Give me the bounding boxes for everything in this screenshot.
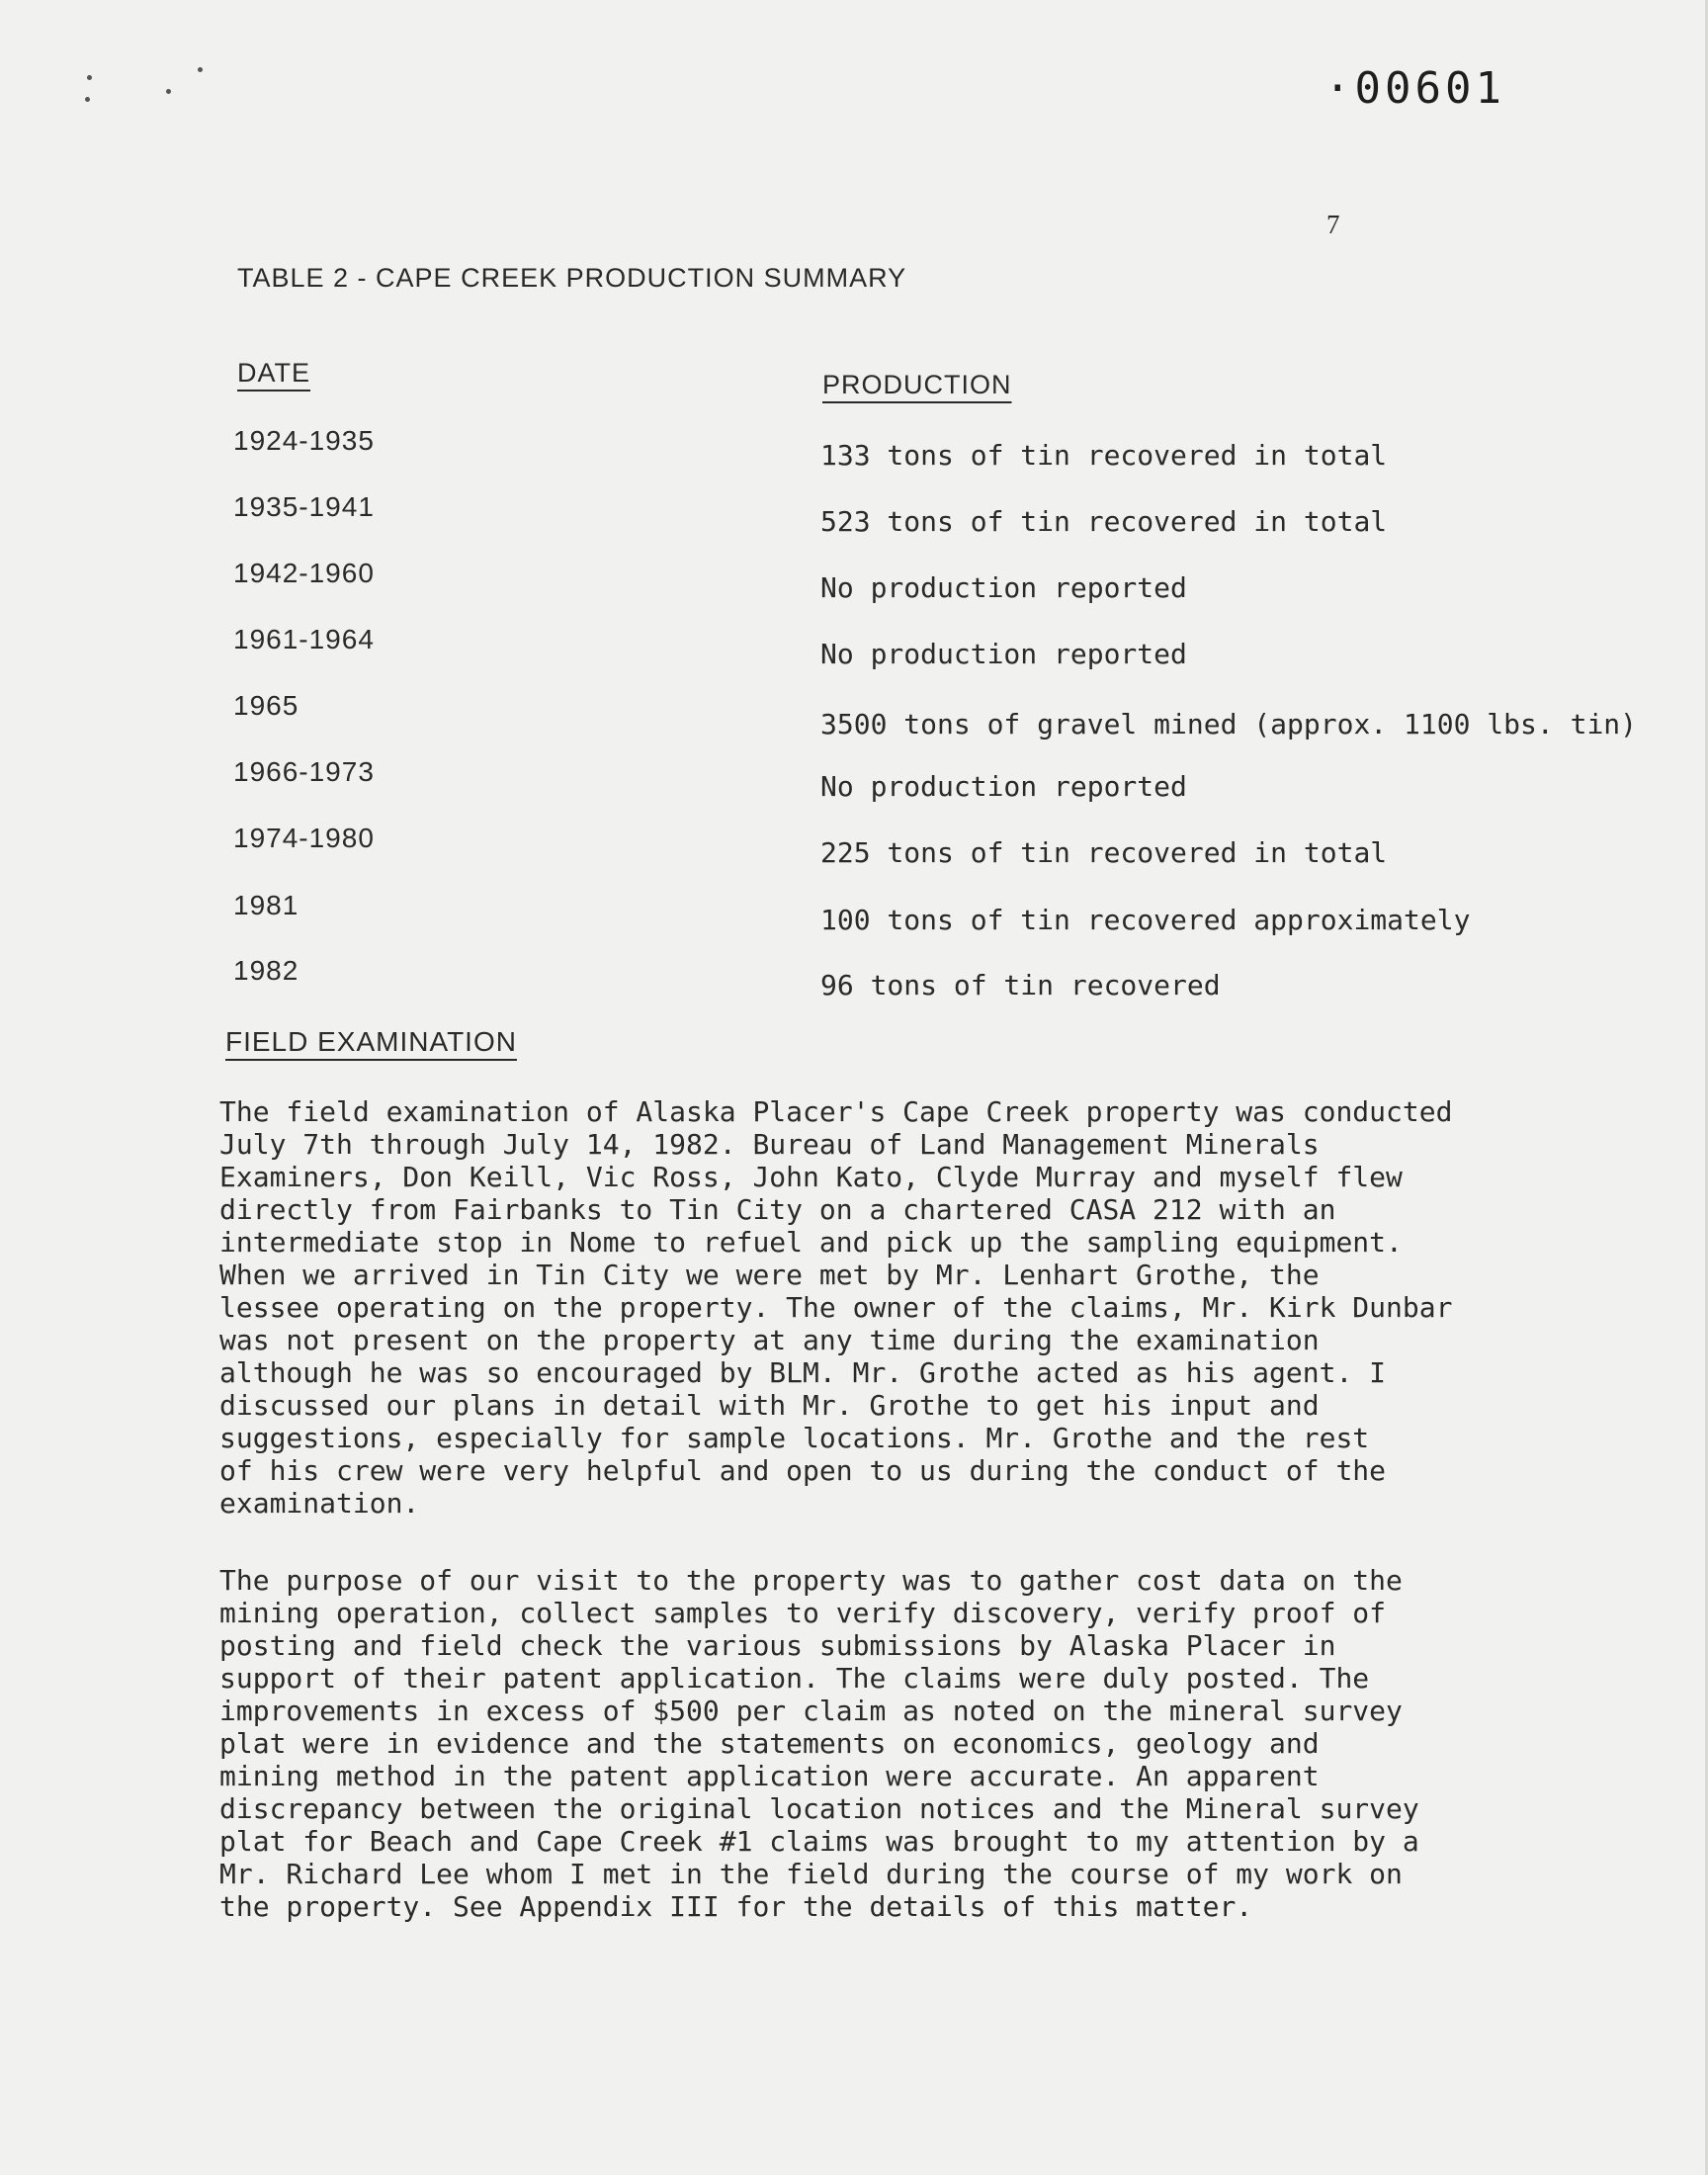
table-row bbox=[0, 558, 1708, 617]
paragraph-line: the property. See Appendix III for the details of this matter. bbox=[219, 1890, 1253, 1923]
row-production: 3500 tons of gravel mined (approx. 1100 lbs. tin) bbox=[820, 708, 1638, 740]
paragraph-line: lessee operating on the property. The owner of the claims, Mr. Kirk Dunbar bbox=[219, 1291, 1453, 1324]
paper-speck bbox=[198, 67, 203, 72]
table-row bbox=[0, 955, 1708, 1014]
row-date: 1982 bbox=[233, 955, 299, 986]
table-row bbox=[0, 425, 1708, 484]
paragraph-line: discrepancy between the original location notices and the Mineral survey bbox=[219, 1792, 1419, 1825]
row-production: No production reported bbox=[820, 571, 1187, 604]
paragraph-line: examination. bbox=[219, 1487, 420, 1520]
row-date: 1961-1964 bbox=[233, 624, 375, 654]
paper-speck bbox=[85, 97, 90, 102]
row-date: 1974-1980 bbox=[233, 823, 375, 853]
section-heading: FIELD EXAMINATION bbox=[225, 1026, 517, 1057]
table-title: TABLE 2 - CAPE CREEK PRODUCTION SUMMARY bbox=[237, 263, 907, 293]
row-production: 100 tons of tin recovered approximately bbox=[820, 904, 1471, 936]
table-row bbox=[0, 890, 1708, 949]
paragraph-line: directly from Fairbanks to Tin City on a chartered CASA 212 with an bbox=[219, 1193, 1336, 1226]
page-number: 7 bbox=[1326, 210, 1340, 239]
paragraph-line: Examiners, Don Keill, Vic Ross, John Kato, Clyde Murray and myself flew bbox=[219, 1161, 1403, 1193]
paragraph-line: suggestions, especially for sample locations. Mr. Grothe and the rest bbox=[219, 1422, 1370, 1454]
paragraph-line: plat for Beach and Cape Creek #1 claims was brought to my attention by a bbox=[219, 1825, 1419, 1858]
paragraph-line: July 7th through July 14, 1982. Bureau of Land Management Minerals bbox=[219, 1128, 1320, 1161]
row-production: 96 tons of tin recovered bbox=[820, 969, 1221, 1001]
paragraph-line: mining method in the patent application were accurate. An apparent bbox=[219, 1760, 1320, 1792]
paragraph-line: discussed our plans in detail with Mr. Grothe to get his input and bbox=[219, 1389, 1320, 1422]
paragraph-line: posting and field check the various submissions by Alaska Placer in bbox=[219, 1629, 1336, 1662]
paragraph-line: The field examination of Alaska Placer's Cape Creek property was conducted bbox=[219, 1095, 1453, 1128]
paragraph-line: intermediate stop in Nome to refuel and pick up the sampling equipment. bbox=[219, 1226, 1403, 1259]
row-date: 1942-1960 bbox=[233, 558, 375, 588]
row-production: No production reported bbox=[820, 638, 1187, 670]
production-column-header: PRODUCTION bbox=[822, 370, 1012, 399]
paragraph-line: of his crew were very helpful and open to us during the conduct of the bbox=[219, 1454, 1387, 1487]
paragraph-line: The purpose of our visit to the property was to gather cost data on the bbox=[219, 1564, 1403, 1597]
row-date: 1966-1973 bbox=[233, 756, 375, 787]
row-production: 523 tons of tin recovered in total bbox=[820, 505, 1388, 538]
row-date: 1935-1941 bbox=[233, 491, 375, 522]
row-production: 225 tons of tin recovered in total bbox=[820, 836, 1388, 869]
paper-speck bbox=[166, 89, 171, 94]
row-production: No production reported bbox=[820, 770, 1187, 803]
row-date: 1924-1935 bbox=[233, 425, 375, 456]
paragraph-line: mining operation, collect samples to verify discovery, verify proof of bbox=[219, 1597, 1387, 1629]
paragraph-line: support of their patent application. The claims were duly posted. The bbox=[219, 1662, 1370, 1695]
table-row bbox=[0, 823, 1708, 882]
paragraph bbox=[219, 1095, 1504, 1520]
paragraph-line: Mr. Richard Lee whom I met in the field during the course of my work on bbox=[219, 1858, 1403, 1890]
table-row bbox=[0, 624, 1708, 683]
row-date: 1981 bbox=[233, 890, 299, 920]
paragraph-line: plat were in evidence and the statements on economics, geology and bbox=[219, 1727, 1320, 1760]
date-column-header: DATE bbox=[237, 358, 311, 388]
table-row bbox=[0, 756, 1708, 816]
row-date: 1965 bbox=[233, 690, 299, 721]
row-production: 133 tons of tin recovered in total bbox=[820, 439, 1388, 472]
table-row bbox=[0, 491, 1708, 551]
paragraph-line: improvements in excess of $500 per claim as noted on the mineral survey bbox=[219, 1695, 1403, 1727]
document-stamp-number: ·00601 bbox=[1324, 63, 1505, 114]
table-row bbox=[0, 690, 1708, 749]
paragraph-line: was not present on the property at any time during the examination bbox=[219, 1324, 1320, 1356]
paragraph-line: although he was so encouraged by BLM. Mr. Grothe acted as his agent. I bbox=[219, 1356, 1387, 1389]
paragraph-line: When we arrived in Tin City we were met by Mr. Lenhart Grothe, the bbox=[219, 1259, 1320, 1291]
paragraph bbox=[219, 1564, 1504, 1923]
paper-speck bbox=[87, 75, 92, 80]
